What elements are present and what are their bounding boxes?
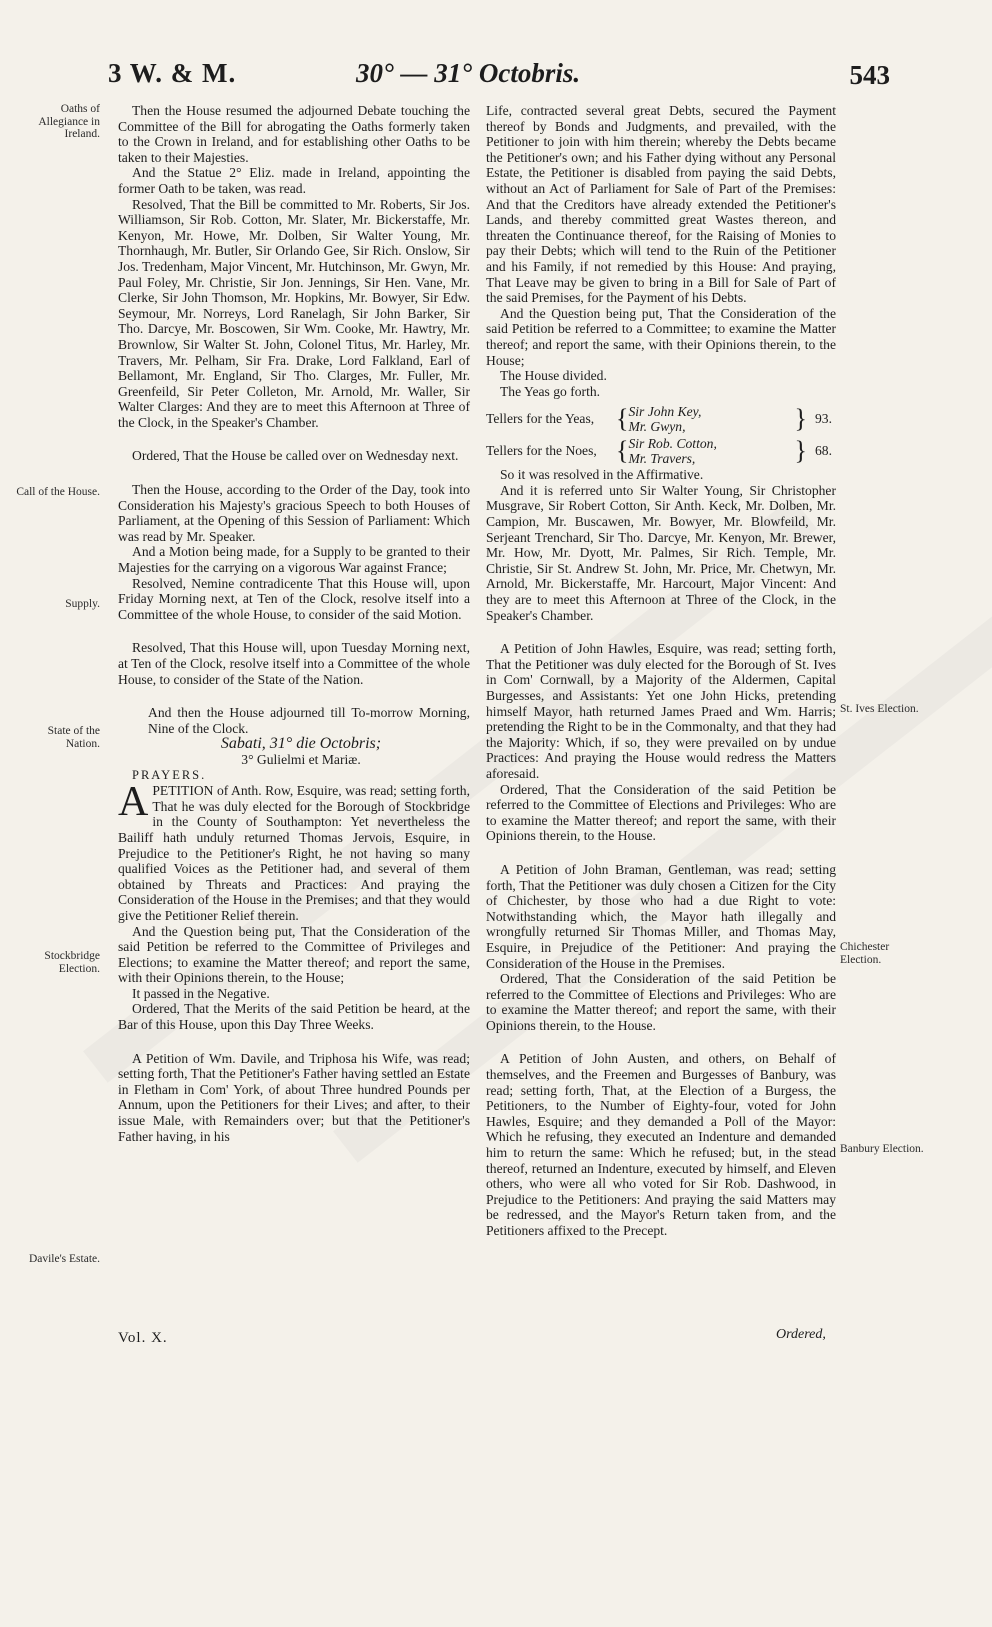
left-brace: { (616, 404, 629, 434)
tellers-noes-row (486, 435, 836, 467)
tellers-yeas-label: Tellers for the Yeas, (486, 411, 595, 427)
tellers-yeas-row (486, 403, 836, 435)
noes-count: 68. (814, 443, 832, 459)
paragraph: A Petition of Wm. Davile, and Triphosa his Wife, was read; setting forth, That the Petitioner's Father having settled an Estate in Fletham in Com' York, of about Three hundred Pounds per Annum, upon the Petitioners for their Lives; and after, to their issue Male, with Remainders over; but that the Petitioner's Father having, in his (118, 1050, 470, 1144)
margin-note-davile: Davile's Estate. (28, 1253, 100, 1265)
paragraph: A Petition of John Hawles, Esquire, was read; setting forth, That the Petitioner was duly elected for the Borough of St. Ives in Com' Cornwall, by a Majority of the Aldermen, Capital Burgesses, and Assistants: Yet one John Hicks, pretending himself Mayor, hath returned James Praed and Wm. Harris; pretending the Right to be in the Commonalty, and that they had the Majority: Which, if so, they were prevailed on by undue Practices: And praying the House would redress the Matters aforesaid. (486, 641, 836, 781)
paragraph: And the Question being put, That the Consideration of the said Petition be referred to the Committee of Privileges and Elections; to examine the Matter thereof; and report the same, with their Opinions therein, to the House; (118, 923, 470, 986)
paragraph: Life, contracted several great Debts, secured the Payment thereof by Bonds and Judgments, and prevailed, with the Petitioner to join with him therein; whereby the Debts became the Petitioner's own; and his Father dying without any Personal Estate, the Petitioner is disabled from paying the said Debts, without an Act of Parliament for Sale of Part of the Premises: And that the Creditors have already extended the Petitioner's Lands, and thereby committed great Wastes thereon, and threaten the Continuance thereof, for the Raising of Monies to pay their Debts; which will tend to the Ruin of the Petitioner and his Family, if not remedied by this House: And praying, That Leave may be given to bring in a Bill for Sale of Part of the said Premises, for the Payment of his Debts. (486, 103, 836, 306)
paragraph: Ordered, That the Consideration of the said Petition be referred to the Committee of Elections and Privileges: Who are to examine the Matter thereof; and report the same, with their Opinions therein, to the House. (486, 781, 836, 844)
margin-note-banbury: Banbury Election. (840, 1143, 924, 1155)
drop-capital: A (118, 779, 149, 826)
tellers-yeas-names (628, 404, 788, 434)
sitting-date-heading: Sabati, 31° die Octobris; (220, 735, 382, 753)
committee-list: And it is referred unto Sir Walter Young, Sir Christopher Musgrave, Sir Robert Cotton, Sir Anth. Keck, Mr. Dolben, Mr. Campion, Mr. Buscawen, Mr. Bowyer, Mr. Blowfeild, Mr. Serjeant Trenchard, Sir Tho. Darcye, Mr. Kenyon, Mr. Brewer, Mr. How, Mr. Dyott, Mr. Palmes, Sir Rich. Temple, Mr. Christie, Sir St. Andrew St. John, Mr. Price, Mr. Chetwyn, Mr. Arnold, Mr. Bickerstaffe, Mr. Harcourt, Major Vincent: And they are to meet this Afternoon at Three of the Clock, in the Speaker's Chamber. (486, 482, 836, 623)
right-brace: } (794, 436, 807, 466)
paragraph: Then the House resumed the adjourned Debate touching the Committee of the Bill for abrogating the Oaths formerly taken to the Crown in Ireland, and for establishing other Oaths to be taken to their Majesties. (118, 103, 470, 165)
paragraph: Ordered, That the Merits of the said Petition be heard, at the Bar of this House, upon this Day Three Weeks. (118, 1001, 470, 1033)
paragraph: The House divided. (500, 368, 607, 384)
left-brace: { (616, 436, 629, 466)
margin-note-oaths: Oaths of Allegiance in Ireland. (38, 103, 100, 140)
adjournment: And then the House adjourned till To-morrow Morning, Nine of the Clock. (148, 705, 470, 736)
paragraph: And a Motion being made, for a Supply to be granted to their Majesties for the carrying on a vigorous War against France; (118, 544, 470, 576)
paragraph: Then the House, according to the Order of the Day, took into Consideration his Majesty's gracious Speech to both Houses of Parliament, at the Opening of this Session of Parliament: Which was read by Mr. Speaker. (118, 482, 470, 544)
right-brace: } (794, 404, 807, 434)
paragraph: So it was resolved in the Affirmative. (500, 467, 704, 483)
paragraph: Resolved, Nemine contradicente That this House will, upon Friday Morning next, at Ten of the Clock, resolve itself into a Committee of the whole House, to consider of the said Motion. (118, 575, 470, 622)
teller-name: Mr. Travers, (628, 451, 696, 467)
date-heading: 30° — 31° Octobris. (356, 58, 581, 88)
committee-resolution: Resolved, That the Bill be committed to Mr. Roberts, Sir Jos. Williamson, Sir Rob. Cotton, Mr. Slater, Mr. Bickerstaffe, Mr. Kenyon, Mr. Howe, Mr. Dolben, Sir Walter Young, Mr. Thornhaugh, Mr. Butler, Sir Orlando Gee, Sir Rich. Onslow, Sir Jos. Tredenham, Major Vincent, Mr. Hutchinson, Mr. Gwyn, Mr. Paul Foley, Mr. Christie, Sir Jon. Jennings, Sir Hen. Vane, Mr. Clerke, Sir John Thomson, Mr. Hopkins, Mr. Bowyer, Sir Edw. Seymour, Mr. Norreys, Lord Ranelagh, Sir John Barker, Sir Tho. Darcye, Mr. Boscowen, Sir Wm. Cooke, Mr. Hawtry, Mr. Brownlow, Sir Walter St. John, Colonel Titus, Mr. Harley, Mr. Travers, Mr. Pelham, Sir Fra. Drake, Lord Falkland, Earl of Bellamont, Mr. England, Sir Tho. Clarges, Mr. Fuller, Mr. Greenfeild, Sir Peter Colleton, Mr. Arnold, Mr. Waller, Sir Walter Clarges: And they are to meet this Afternoon at Three of the Clock, in the Speaker's Chamber. (118, 196, 470, 430)
yeas-count: 93. (814, 411, 832, 427)
petition-text: PETITION of Anth. Row, Esquire, was read; setting forth, That he was duly elected for the Borough of Stockbridge in the County of Southampton: Yet nevertheless the Bailiff hath unduly returned Thomas Jervois, Esquire, in Prejudice to the Petitioner's Right, he not having so many qualified Voices as the Petitioner had, and several of them obtained by Threats and Practices: And praying the Consideration of the House in the Premises; and that they would give the Petitioner Relief therein. (118, 783, 470, 923)
margin-note-stockbridge: Stockbridge Election. (44, 950, 100, 975)
catchword: Ordered, (776, 1327, 826, 1342)
margin-note-st-ives: St. Ives Election. (840, 703, 919, 715)
page-number: 543 (849, 60, 890, 90)
paragraph (118, 779, 470, 923)
teller-name: Sir Rob. Cotton, (628, 436, 717, 452)
teller-name: Sir John Key, (628, 404, 702, 420)
volume-signature: Vol. X. (118, 1330, 168, 1346)
paragraph: Ordered, That the Consideration of the said Petition be referred to the Committee of Elections and Privileges: Who are to examine the Matter thereof; and report the same, with their Opinions therein, to the House. (486, 971, 836, 1033)
regnal-heading: 3° Gulielmi et Mariæ. (241, 751, 361, 767)
right-column (486, 103, 836, 1239)
paragraph: A Petition of John Braman, Gentleman, was read; setting forth, That the Petitioner was duly chosen a Citizen for the City of Chichester, by those who had a due Right to vote: Notwithstanding which, the Mayor hath illegally and wrongfully returned Sir Thomas Miller, and Thomas May, Esquire, in Prejudice of the Petitioner: And praying the Consideration of the House in the Premises. (486, 861, 836, 971)
margin-note-supply: Supply. (65, 598, 100, 610)
margin-note-chichester: Chichester Election. (840, 941, 890, 966)
paragraph: It passed in the Negative. (132, 985, 270, 1001)
margin-note-call-of-house: Call of the House. (16, 486, 100, 498)
tellers-noes-names (628, 436, 788, 466)
paragraph: And the Question being put, That the Consideration of the said Petition be referred to a Committee; to examine the Matter thereof; and report the same, with their Opinions therein, to the House; (486, 305, 836, 368)
page-header (108, 58, 890, 94)
tellers-noes-label: Tellers for the Noes, (486, 443, 597, 459)
prayers-heading: PRAYERS. (132, 767, 207, 782)
regnal-year-heading: 3 W. & M. (108, 58, 237, 88)
teller-name: Mr. Gwyn, (628, 419, 686, 435)
paragraph: A Petition of John Austen, and others, on Behalf of themselves, and the Freemen and Burgesses of Banbury, was read; setting forth, That, at the Election of a Burgess, the Petitioners, to the Number of Eighty-four, voted for John Hawles, Esquire; and they demanded a Poll of the Mayor: Which he refusing, they executed an Indenture and demanded him to return the same: Which he refused; but, in the stead thereof, returned an Indenture, executed by himself, and Eleven others, who were all who voted for Sir Rob. Dashwood, in Prejudice to the Petitioners: And praying the said Matters may be redressed, and the Mayor's Return taken from, and the Petitioners affixed to the Precept. (486, 1051, 836, 1238)
paragraph: Resolved, That this House will, upon Tuesday Morning next, at Ten of the Clock, resolve itself into a Committee of the whole House, to consider of the State of the Nation. (118, 640, 470, 687)
paragraph: And the Statue 2° Eliz. made in Ireland, appointing the former Oath to be taken, was read. (118, 165, 470, 196)
paragraph: The Yeas go forth. (500, 383, 601, 399)
margin-note-state-of-nation: State of the Nation. (47, 725, 100, 750)
tellers-block (486, 403, 836, 467)
left-column (118, 103, 470, 1144)
paragraph: Ordered, That the House be called over on Wednesday next. (132, 448, 459, 464)
